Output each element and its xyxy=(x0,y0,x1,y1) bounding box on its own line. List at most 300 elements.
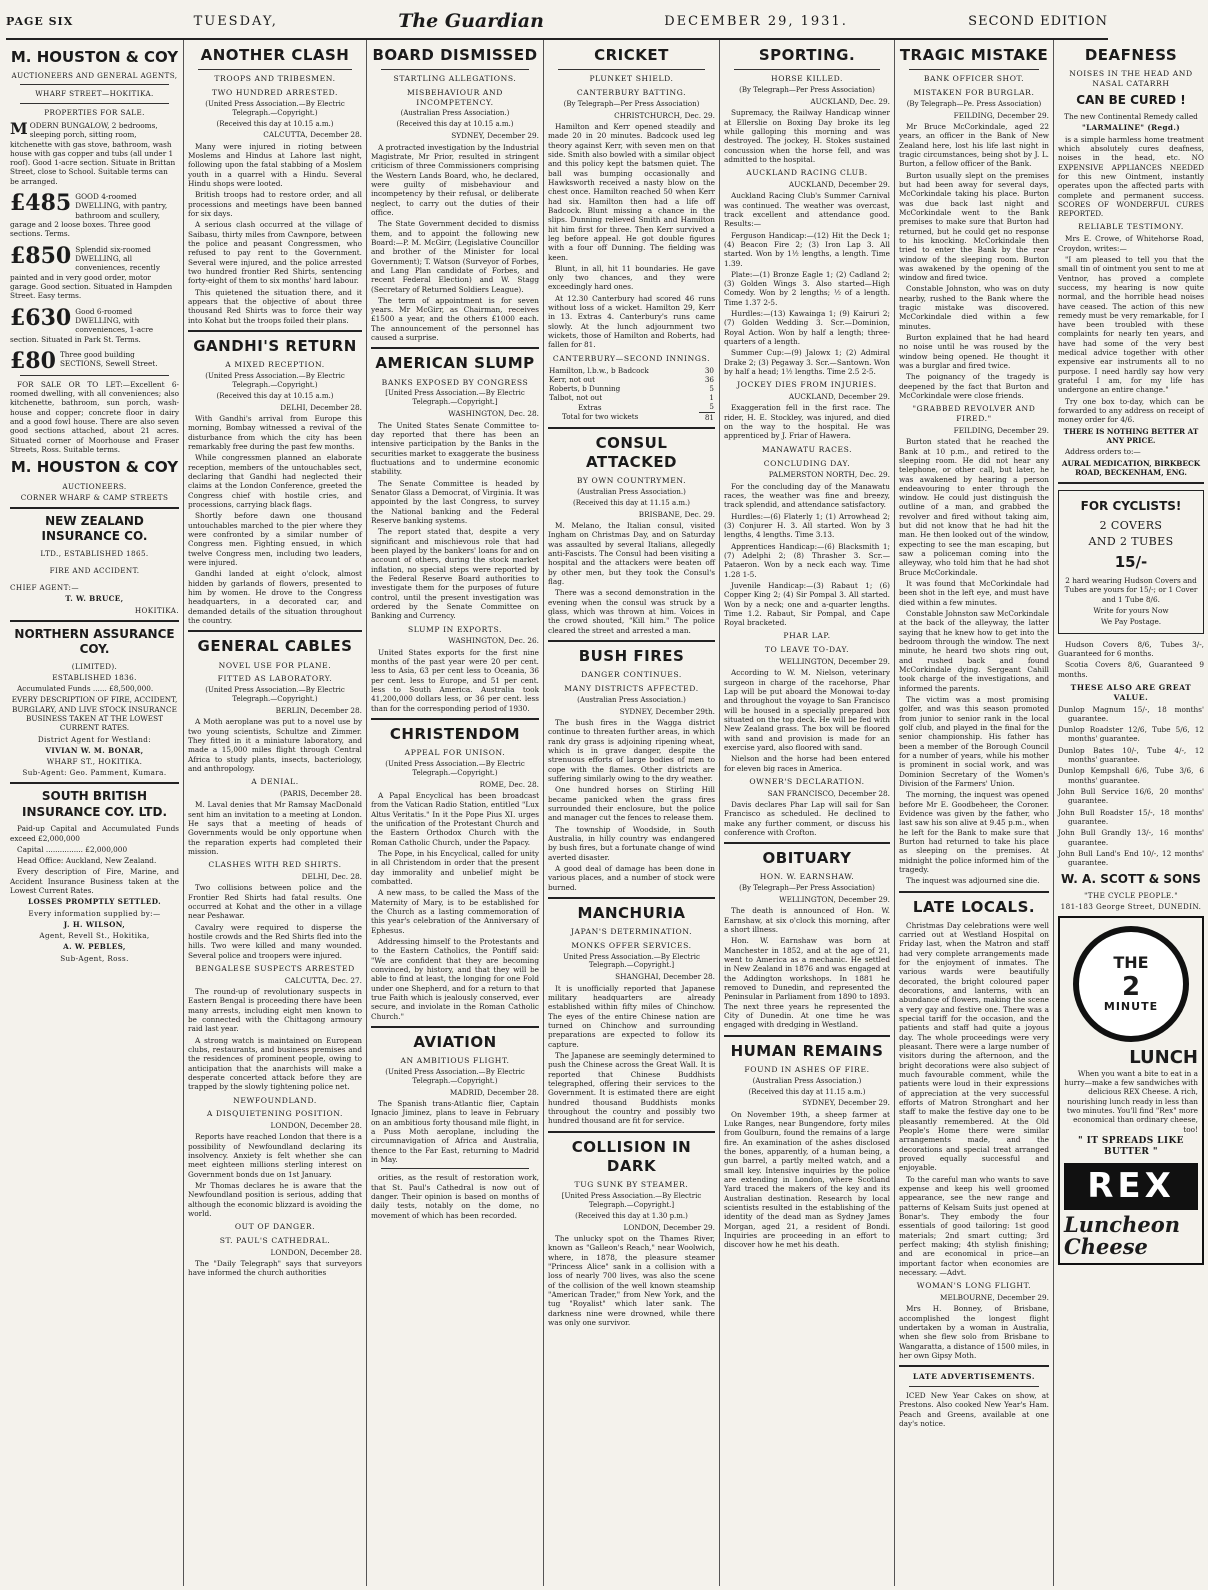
dateline: WASHINGTON, Dec. 26. xyxy=(448,636,539,646)
subhead: BENGALESE SUSPECTS ARRESTED xyxy=(195,963,355,973)
subhead: NOVEL USE FOR PLANE. xyxy=(218,660,332,670)
list-item: John Bull Service 16/6, 20 months' guarantee. xyxy=(1058,787,1204,806)
article-paragraph: According to W. M. Nielson, veterinary surgeon in charge of the racehorse, Phar Lap will be put aboard the Monowai to-day and throughout the voyage to San Francisco will be housed in a specially prepared box situated on the top deck. He will be fed with New Zealand grass. The box will be floored with sand and provision is made for an exercise yard, also floored with sand. xyxy=(724,668,890,752)
wilson-name: J. H. WILSON, xyxy=(63,919,126,929)
spreads-slogan: " IT SPREADS LIKE BUTTER " xyxy=(1078,1135,1184,1158)
clock-the: THE xyxy=(1113,953,1149,973)
dateline: MADRID, December 28. xyxy=(449,1087,539,1097)
runs: 5 xyxy=(709,383,714,393)
list-item: Dunlop Roadster 12/6, Tube 5/6, 12 months' guarantee. xyxy=(1058,725,1204,744)
edition-label: SECOND EDITION xyxy=(968,13,1108,29)
wire-source: [United Press Association.—By Electric Telegraph.—Copyright.] xyxy=(385,389,525,407)
article-paragraph: Reports have reached London that there is a possibility of Newfoundland declaring its insolvency. Anxiety is felt whether she can meet eighteen millions sterling interest on Government bonds due on 1st January. xyxy=(188,1132,362,1179)
wire-source: (United Press Association.—By Electric Telegraph.—Copyright.) xyxy=(385,759,525,777)
received-time: (Received this day at 10.15 a.m.) xyxy=(216,119,334,128)
dateline: DELHI, December 28. xyxy=(280,402,362,412)
info-supplied: Every information supplied by:— xyxy=(28,908,161,918)
dateline: BERLIN, December 28. xyxy=(275,705,362,715)
article-paragraph: The round-up of revolutionary suspects in Eastern Bengal is proceeding there have been many arrests, including eight men known to be connected with the Chittagong armoury raid last year. xyxy=(188,986,362,1034)
table-row xyxy=(548,393,715,402)
dateline: (PARIS, December 28. xyxy=(279,788,362,798)
article-paragraph: The Pope, in his Encyclical, called for unity in all Christendom in order that the present day immorality and unbelief might be combatted. xyxy=(371,848,539,886)
list-item: John Bull Grandly 13/-, 16 months' guarantee. xyxy=(1058,828,1204,847)
total-row xyxy=(548,412,715,422)
article-paragraph: Burton usually slept on the premises but had been away for several days, McCorkindale taking his place. Burton was due back last night and McCorkindale went to the Bank premises to make sure that Burton had returned, but he could get no response to his knocking. McCorkindale then tried to enter the Bank by the rear window of the sleeping room. Burton was awakened by the opening of the window and fired twice. xyxy=(899,170,1049,283)
subhead: A MIXED RECEPTION. xyxy=(225,360,325,370)
article-paragraph: The morning, the inquest was opened before Mr E. Goodbeheer, the Coroner. Evidence was given by the father, who last saw his son alive at 9.45 p.m., when he left for the Bank to make sure that Burton had returned to take his place as sleeping on the premises. At midnight the police informed him of the tragedy. xyxy=(899,790,1049,874)
listing-text: GOOD 4-roomed DWELLING, with pantry, bathroom and scullery, garage and 2 loose boxes. Three good sections. Terms. xyxy=(10,192,168,239)
table-row xyxy=(548,375,715,384)
subhead: BANKS EXPOSED BY CONGRESS xyxy=(381,377,529,387)
wire-source: (United Press Association.—By Electric Telegraph.—Copyright.) xyxy=(205,371,345,389)
dateline: CHRISTCHURCH, Dec. 29. xyxy=(614,110,715,120)
wire-source: (United Press Association.—By Electric Telegraph.—Copyright.) xyxy=(205,685,345,703)
article-paragraph: The Spanish trans-Atlantic flier, Captain Ignacio Jiminez, plans to leave in February on an ambitious forty thousand mile flight, in a Puss Moth aeroplane, including the circumnavigation of Africa and Australia, thence to the Far East, returning to Madrid in May. xyxy=(371,1099,539,1164)
article-paragraph: Two collisions between police and the Frontier Red Shirts had fatal results. One occurred at Kohat and the other in a village near Peshawar. xyxy=(188,883,362,921)
product-name: "LARMALINE" (Regd.) xyxy=(1081,123,1181,133)
received-time: (Received this day at 10.15 a.m.) xyxy=(396,120,514,129)
subhead: NOISES IN THE HEAD AND NASAL CATARRH xyxy=(1069,69,1193,88)
subhead: STARTLING ALLEGATIONS. xyxy=(393,74,517,84)
ad-paragraph: 2 hard wearing Hudson Covers and Tubes are yours for 15/-; or 1 Cover and 1 Tube 8/6. xyxy=(1064,576,1198,604)
article-paragraph: Mrs H. Bonney, of Brisbane, accomplished the longest flight undertaken by a woman in Australia, when she flew solo from Brisbane to Wangaratta, a distance of 1500 miles, in her own Gipsy Moth. xyxy=(899,1304,1049,1360)
dateline: ROME, Dec. 28. xyxy=(479,779,539,789)
northern-funds: Accumulated Funds ...... £8,500,000. xyxy=(17,683,154,693)
nz-insurance-est: LTD., ESTABLISHED 1865. xyxy=(40,548,149,558)
list-item: Dunlop Bates 10/-, Tube 4/-, 12 months' guarantee. xyxy=(1058,745,1204,765)
ad-paragraph: THERE IS NOTHING BETTER AT ANY PRICE. xyxy=(1063,426,1199,446)
column-5-news xyxy=(720,40,895,1586)
sbi-every: Every description of Fire, Marine, and Accident Insurance Business taken at the Lowest Current Rates. xyxy=(10,867,179,896)
subhead: SLUMP IN EXPORTS. xyxy=(407,624,503,634)
wire-source: (Australian Press Association.) xyxy=(752,1076,862,1085)
clock-minute: MINUTE xyxy=(1103,999,1159,1013)
listing-price: £630 xyxy=(10,304,72,331)
article-paragraph: Hamilton and Kerr opened steadily and made 20 in 20 minutes. Badcock used leg theory against Kerr, with seven men on that side. Smith also bowled with a similar object and this policy kept the batsmen quiet. The ball was bumping occasionally and Hawksworth received a nasty blow on the chest once. Hamilton reached 50 when Kerr had six. Hamilton then had a life off Badcock. Blunt missing a chance in the slips. Dunning relieved Smith and Hamilton hit him first for three. Then Kerr survived a leg before appeal. He got double figures with a four off Dunning. The fielding was keen. xyxy=(548,121,715,262)
district-agent-label: District Agent for Westland: xyxy=(37,734,152,744)
dateline: FEILDING, December 29. xyxy=(953,425,1049,435)
cyclists-headline: FOR CYCLISTS! xyxy=(1080,499,1182,514)
houston-firm-name-2: M. HOUSTON & COY xyxy=(10,458,179,477)
article-paragraph: The "Daily Telegraph" says that surveyors have informed the church authorities xyxy=(188,1259,362,1278)
subhead: JAPAN'S DETERMINATION. xyxy=(570,927,693,937)
listing-text: Three good building SECTIONS, Sewell Street. xyxy=(59,350,158,369)
column-1-advertisements xyxy=(6,40,184,1586)
clock-number: 2 xyxy=(1121,971,1141,1002)
northern-title: NORTHERN ASSURANCE COY. xyxy=(14,626,175,657)
headline-sporting: SPORTING. xyxy=(758,46,856,64)
article-paragraph: Plate:—(1) Bronze Eagle 1; (2) Cadland 2; (3) Golden Wings 3. Also started—High Comedy. Won by 2 lengths; ½ of a length. Time 1.37 2-5. xyxy=(724,269,890,307)
headline-manchuria: MANCHURIA xyxy=(577,903,686,922)
article-paragraph: Juvenile Handicap:—(3) Rabaut 1; (6) Copper King 2; (4) Sir Pompal 3. All started. Won by a neck; one and a-quarter lengths. Time 1.2. Rabaut, Sir Pompal, and Cape Royal bracketed. xyxy=(724,580,890,628)
subhead: JOCKEY DIES FROM INJURIES. xyxy=(737,380,877,390)
batsman: Roberts, b Dunning xyxy=(549,383,621,393)
scott-address: 181-183 George Street, DUNEDIN. xyxy=(1060,902,1202,912)
ad-paragraph: Scotia Covers 8/6, Guaranteed 9 months. xyxy=(1058,660,1204,679)
article-paragraph: Hurdles:—(6) Flaterly 1; (1) Arrowhead 2; (3) Conjurer H. 3. All started. Won by 3 lengths, 4 lengths. Time 3.13. xyxy=(724,511,890,540)
can-be-cured: CAN BE CURED ! xyxy=(1076,92,1186,107)
article-paragraph: It is unofficially reported that Japanese military headquarters are already established within fifty miles of Chinchow. The eyes of the entire Chinese nation are turned on Chinchow and surrounding preparations are expected to follow its capture. xyxy=(548,983,715,1049)
article-paragraph: Mr Thomas declares he is aware that the Newfoundland position is serious, adding that although the economic blizzard is avoiding the world. xyxy=(188,1180,362,1218)
agent-town: HOKITIKA. xyxy=(134,605,179,615)
headline-cricket: CRICKET xyxy=(594,46,669,64)
total-runs: 81 xyxy=(699,412,716,422)
received-time: (Received this day at 10.15 a.m.) xyxy=(216,391,334,400)
subhead: APPEAL FOR UNISON. xyxy=(404,748,506,758)
northern-ltd: (LIMITED). xyxy=(71,661,118,671)
subhead: AN AMBITIOUS FLIGHT. xyxy=(400,1056,510,1066)
article-paragraph: One hundred horses on Stirling Hill became panicked when the grass fires surrounded their enclosure, but the police and manager cut the fences to release them. xyxy=(548,785,715,823)
runs: 36 xyxy=(704,374,714,384)
subhead: CANTERBURY—SECOND INNINGS. xyxy=(552,353,711,363)
subhead: MANY DISTRICTS AFFECTED. xyxy=(564,683,699,693)
subhead: AUCKLAND RACING CLUB. xyxy=(746,168,868,178)
headline-collision-in-dark: COLLISION IN DARK xyxy=(571,1137,692,1175)
ad-paragraph: Try one box to-day, which can be forwarded to any address on receipt of money order for 4/6. xyxy=(1058,396,1204,425)
subhead: "GRABBED REVOLVER AND FIRED." xyxy=(912,404,1036,424)
vivian-address: WHARF ST., HOKITIKA. xyxy=(46,757,143,767)
article-paragraph: Nielson and the horse had been entered for eleven big races in America. xyxy=(724,754,890,773)
article-paragraph: The inquest was adjourned sine die. xyxy=(906,876,1040,886)
article-paragraph: The victim was a most promising golfer, and was this season promoted from junior to senior rank in the local golf club, and played in the final for the senior championship. His father has been a member of the Borough Council for a number of years, while his mother is prominent in social work, and was Dominion Secretary of the Women's Division of the Farmers' Union. xyxy=(899,695,1049,788)
dateline: BRISBANE, Dec. 29. xyxy=(638,509,715,519)
article-paragraph: A Papal Encyclical has been broadcast from the Vatican Radio Station, entitled "Lux Altus Veritatis." In it the Pope Pius XI. urges the unification of the Protestant Church and the Eastern Orthodox Church with the Roman Catholic Church, under the Papacy. xyxy=(371,790,539,847)
column-grid xyxy=(6,40,1204,1586)
list-item: John Bull Land's End 10/-, 12 months' guarantee. xyxy=(1058,849,1204,868)
article-paragraph: Auckland Racing Club's Summer Carnival was continued. The weather was overcast, track excellent and attendance good. Results:— xyxy=(724,191,890,229)
article-paragraph: Cavalry were required to disperse the hostile crowds and the Red Shirts fled into the hills. Two were killed and many wounded. Several police and troopers were injured. xyxy=(188,922,362,960)
properties-heading: PROPERTIES FOR SALE. xyxy=(44,107,145,117)
chief-agent-label: CHIEF AGENT:— xyxy=(10,583,79,593)
subhead: DANGER CONTINUES. xyxy=(581,670,682,680)
cyclists-ad xyxy=(1058,490,1204,633)
scorecard-table xyxy=(548,366,715,422)
article-paragraph: Hon. W. Earnshaw was born at Manchester in 1852, and at the age of 21, went to America as a mechanic. He settled in New Zealand in 1876 and was engaged at the Addington workshops. In 1881 he removed to Dunedin, and represented the Peninsular in Parliament from 1890 to 1893. The next three years he represented the City of Dunedin. At one time he was engaged with dredging in Westland. xyxy=(724,936,890,1030)
subhead: MONKS OFFER SERVICES. xyxy=(571,940,692,950)
article-paragraph: It was found that McCorkindale had been shot in the left eye, and must have died within a few minutes. xyxy=(899,579,1049,607)
listing-text: ODERN BUNGALOW, 2 bedrooms, sleeping porch, sitting room, kitchenette with gas stove, bathroom, wash house with gas copper and tubs (all under 1 roof). Good 1-acre section. Situate in Brittan Street, close to School. Suitable terms can be arranged. xyxy=(10,120,176,186)
houston-address: WHARF STREET—HOKITIKA. xyxy=(35,89,154,99)
article-paragraph: Burton explained that he had heard no noise until he was roused by the window being opened. He thought it was a burglar and fired twice. xyxy=(899,333,1049,371)
subhead: WOMAN'S LONG FLIGHT. xyxy=(916,1281,1032,1291)
subhead: A DISQUIETENING POSITION. xyxy=(206,1109,344,1119)
ad-paragraph: Write for yours Now xyxy=(1093,606,1169,616)
received-time: (Received this day at 1.30 p.m.) xyxy=(575,1211,688,1220)
subhead: PHAR LAP. xyxy=(783,631,831,641)
subhead: HORSE KILLED. xyxy=(770,74,844,84)
headline-gandhis-return: GANDHI'S RETURN xyxy=(193,337,357,356)
subhead: BY OWN COUNTRYMEN. xyxy=(576,476,687,486)
subhead: OUT OF DANGER. xyxy=(234,1222,316,1232)
article-paragraph: A protracted investigation by the Industrial Magistrate, Mr Prior, resulted in stringent criticism of three Commissioners comprising the Western Lands Board, who, he declared, were guilty of misbehaviour and incompetency by their refusal, or deliberate neglect, to carry out the duties of their office. xyxy=(371,142,539,217)
subhead: THESE ALSO ARE GREAT VALUE. xyxy=(1070,683,1192,702)
article-paragraph: Summer Cup:—(9) Jalowx 1; (2) Admiral Drake 2; (3) Pegaway 3. Scr.—Santown. Won by half a head; 1½ lengths. Time 2.5 2-5. xyxy=(724,348,890,377)
wire-source: [United Press Association.—By Electric Telegraph.—Copyright.] xyxy=(561,1191,702,1209)
south-british-title: SOUTH BRITISH INSURANCE COY. LTD. xyxy=(21,789,168,819)
subhead: TROOPS AND TRIBESMEN. xyxy=(214,74,336,84)
list-item: Dunlop Kempshall 6/6, Tube 3/6, 6 months' guarantee. xyxy=(1058,766,1204,785)
cyclists-price: 15/- xyxy=(1114,552,1148,571)
table-row xyxy=(548,366,715,375)
column-7-advertisements xyxy=(1054,40,1208,1586)
subhead: CONCLUDING DAY. xyxy=(763,458,851,468)
total-label: Total for two wickets xyxy=(562,412,639,422)
ad-paragraph: Hudson Covers 8/6, Tubes 3/-, Guaranteed for 6 months. xyxy=(1058,639,1204,659)
houston-subtitle-2: AUCTIONEERS. xyxy=(62,481,127,491)
article-paragraph: The report stated that, despite a very significant and mischievous role that had been played by the bankers' loans for and on account of others, during the stock market inflation, no special steps were reported by the Federal Reserve Board authorities to investigate them for the purposes of future control, until the present investigation was ordered by the Senate Committee on Banking and Currency. xyxy=(371,527,539,621)
dateline: SYDNEY, December 29. xyxy=(802,1098,890,1108)
dateline: SYDNEY, December 29. xyxy=(451,131,539,141)
property-listing xyxy=(10,304,179,344)
article-paragraph: Ferguson Handicap:—(12) Hit the Deck 1; (4) Beacon Fire 2; (3) Iron Lap 3. All started. Won by 1½ lengths, a length. Time 1.39. xyxy=(724,230,890,268)
clock-icon xyxy=(1073,926,1189,1042)
scott-tagline: "THE CYCLE PEOPLE." xyxy=(1084,891,1178,901)
wire-source: (Australian Press Association.) xyxy=(400,109,510,118)
wire-source: (By Telegraph—Pe. Press Association) xyxy=(906,99,1042,108)
article-paragraph: Many were injured in rioting between Moslems and Hindus at Lahore last night, following upon the fatal stabbing of a Moslem youth in a quarrel with a Hindu. Several Hindu shops were looted. xyxy=(188,141,362,189)
dateline: CALCUTTA, Dec. 27. xyxy=(284,975,362,985)
article-paragraph: A new mass, to be called the Mass of the Maternity of Mary, is to be established for the Church as a lasting commemoration of this year's celebration of the Anniversary of Ephesus. xyxy=(371,888,539,935)
article-paragraph: A Moth aeroplane was put to a novel use by two young scientists, Schultze and Zimmer. They fitted in it a miniature laboratory, and made a 15,000 miles flight through Central Africa to study plants, insects, bacteriology, and anthropology. xyxy=(188,717,362,773)
wire-source: (By Telegraph—Per Press Association) xyxy=(563,99,700,108)
article-paragraph: United States exports for the first nine months of the past year were 20 per cent. less to Asia, 63 per cent less to Oceania, 36 per cent. less to Europe, and 51 per cent. less to South America. Australia took 41,200,000 dollars less, or 36 per cent. less than for the corresponding period of 1930. xyxy=(371,647,539,713)
batsman: Talbot, not out xyxy=(549,393,603,403)
dateline: AUCKLAND, December 29. xyxy=(788,179,890,189)
ad-paragraph: When you want a bite to eat in a hurry—make a few sandwiches with delicious REX Cheese. A rich, nourishing lunch ready in less than two minutes. You'll find "Rex" more economical than ordinary cheese, too! xyxy=(1064,1068,1198,1134)
subhead: A DENIAL. xyxy=(251,777,299,787)
article-paragraph: With Gandhi's arrival from Europe this morning, Bombay witnessed a revival of the disturbance from which the city has been remarkably free during the past few months. xyxy=(188,414,362,452)
headline-late-locals: LATE LOCALS. xyxy=(912,897,1036,916)
article-paragraph: The Senate Committee is headed by Senator Glass a Democrat, of Virginia. It was appointed by the last Congress, to survey the National banking and the Federal Reserve banking systems. xyxy=(371,478,539,525)
late-ad-text: ICED New Year Cakes on show, at Prestons. Also cooked New Year's Ham. Peach and Greens, available at one day's notice. xyxy=(899,1391,1049,1428)
sbi-office: Head Office: Auckland, New Zealand. xyxy=(17,856,157,866)
listing-price: £850 xyxy=(10,242,72,269)
wire-source: (United Press Association.—By Electric Telegraph.—Copyright.) xyxy=(385,1067,525,1085)
article-paragraph: Addressing himself to the Protestants and to the Eastern Catholics, the Pontiff said: "We are confident that they are becoming convinced, by history, and that they will be able to find at least, the longing for one Fold under one Shepherd, and for a return to that true Faith which is jealously conserved, ever secure, and inviolate in the Roman Catholic Church." xyxy=(371,936,539,1021)
wire-source: (Australian Press Association.) xyxy=(577,487,686,496)
dateline: CALCUTTA, December 28. xyxy=(263,130,362,140)
sale-or-let-text: FOR SALE OR TO LET:—Excellent 6-roomed dwelling, with all conveniences; also kitchenette, bathroom, sun porch, wash-house and copper; concrete floor in dairy and a good fowl house. There are also seven good sections attached, about 21 acres. Situated corner of Moorhouse and Fraser Streets, Ross. Suitable terms. xyxy=(10,379,179,455)
article-paragraph: The Japanese are seemingly determined to push the Chinese across the Great Wall. It is reported that Chinese Buddhists telegraphed, offering their services to the Government. It is estimated there are eight hundred thousand Buddhists monks throughout the country and possibly two hundred thousand are fit for service. xyxy=(548,1051,715,1126)
article-paragraph: The bush fires in the Wagga district continue to threaten further areas, in which rank dry grass is adjoining ripening wheat, which is in grave danger, despite the strenuous efforts of large bodies of men to cope with the flames. Other districts are suffering similarly owing to the dry weather. xyxy=(548,717,715,783)
luncheon-word: Luncheon xyxy=(1064,1212,1180,1238)
headline-christendom: CHRISTENDOM xyxy=(389,724,521,743)
column-3-news xyxy=(367,40,544,1586)
article-paragraph: orities, as the result of restoration work, that St. Paul's Cathedral is now out of danger. Their opinion is based on months of daily tests, notably on the dome, no movement of which has been recorded. xyxy=(371,1173,539,1220)
masthead xyxy=(6,4,1108,40)
remedy-intro: The new Continental Remedy called xyxy=(1064,111,1198,121)
dateline: WELLINGTON, December 29. xyxy=(779,895,890,905)
subhead: HON. W. EARNSHAW. xyxy=(759,872,855,882)
subhead: MISBEHAVIOUR AND INCOMPETENCY. xyxy=(407,87,503,107)
property-listing xyxy=(10,348,179,375)
listing-price: £485 xyxy=(10,190,72,217)
received-time: (Received this day at 11.15 a.m.) xyxy=(748,1087,866,1096)
sbi-capital-2: Capital ................ £2,000,000 xyxy=(17,844,128,854)
headline-american-slump: AMERICAN SLUMP xyxy=(375,354,535,373)
runs: 5 xyxy=(709,402,714,412)
dateline: WELLINGTON, December 29. xyxy=(779,656,890,666)
ad-paragraph: Address orders to:— xyxy=(1065,447,1141,457)
subhead: TWO HUNDRED ARRESTED. xyxy=(211,87,339,97)
wilson-address: Agent, Revell St., Hokitika, xyxy=(39,931,150,941)
dateline: LONDON, December 28. xyxy=(270,1247,362,1257)
wire-source: (United Press Association.—By Electric Telegraph.—Copyright.) xyxy=(205,99,345,117)
subhead: NEWFOUNDLAND. xyxy=(233,1095,317,1105)
ad-paragraph: Mrs E. Crowe, of Whitehorse Road, Croydon, writes:— xyxy=(1058,234,1204,253)
subhead: TUG SUNK BY STEAMER. xyxy=(574,1180,689,1190)
subhead: MANAWATU RACES. xyxy=(761,444,853,454)
article-paragraph: For the concluding day of the Manawatu races, the weather was fine and breezy, track splendid, and attendance satisfactory. xyxy=(724,481,890,510)
column-6-news xyxy=(895,40,1054,1586)
subhead: FITTED AS LABORATORY. xyxy=(217,674,333,684)
article-paragraph: Mr Bruce McCorkindale, aged 22 years, an officer in the Bank of New Zealand here, lost his life last night in tragic circumstances, being shot by J. L. Burton, a fellow officer of the Bank. xyxy=(899,121,1049,169)
dateline: AUCKLAND, Dec. 29. xyxy=(810,96,890,106)
article-paragraph: British troops had to restore order, and all processions and meetings have been banned for six days. xyxy=(188,190,362,219)
subhead: CANTERBURY BATTING. xyxy=(576,87,687,97)
rex-logo: REX xyxy=(1064,1163,1198,1211)
dateline: PALMERSTON NORTH, Dec. 29. xyxy=(768,470,890,480)
subhead: MISTAKEN FOR BURGLAR. xyxy=(913,87,1035,97)
article-paragraph: The State Government decided to dismiss them, and to appoint the following new Board:—P. M. McGirr, (Legislative Councillor and brother of the Minister for local Government); T. Watson (Surveyor of Forbes, and Lang Plan candidate of Forbes, and recent Federal Election) and W. Stagg (Secretary of Returned Soldiers League). xyxy=(371,219,539,294)
runs: 1 xyxy=(709,393,714,403)
northern-every: EVERY DESCRIPTION OF FIRE, ACCIDENT, BURGLARY, AND LIVE STOCK INSURANCE BUSINESS TAKEN AT THE LOWEST CURRENT RATES. xyxy=(11,695,178,733)
article-paragraph: There was a second demonstration in the evening when the consul was struck by a glass, which was thrown at him. Voices in the crowd shouted, "Kill him." The police cleared the street and arrested a man. xyxy=(548,588,715,635)
article-paragraph: M. Laval denies that Mr Ramsay MacDonald sent him an invitation to a meeting at London. He says that a meeting of heads of Governments would be only opportune when the reparation experts had completed their mission. xyxy=(188,800,362,856)
article-paragraph: M. Melano, the Italian consul, visited Ingham on Christmas Day, and on Saturday was assaulted by several Italians, allegedly anti-Fascists. The Consul had been visiting a hospital and the attackers were beaten off by other men, but they took the Consul's flag. xyxy=(548,521,715,587)
article-paragraph: Shortly before dawn one thousand untouchables marched to the pier where they were confronted by a similar number of Congress men. Fighting ensued, in which twelve Congress men, including two leaders, were injured. xyxy=(188,511,362,568)
headline-obituary: OBITUARY xyxy=(762,849,852,868)
listing-price: £80 xyxy=(10,348,56,375)
headline-consul-attacked: CONSUL ATTACKED xyxy=(585,433,678,471)
nz-insurance-title: NEW ZEALAND INSURANCE CO. xyxy=(41,513,148,544)
subhead: ST. PAUL'S CATHEDRAL. xyxy=(219,1235,331,1245)
headline-tragic-mistake: TRAGIC MISTAKE xyxy=(899,46,1049,64)
headline-human-remains: HUMAN REMAINS xyxy=(730,1041,884,1060)
article-paragraph: A strong watch is maintained on European clubs, restaurants, and business premises and the residences of prominent people, owing to anticipation that the anarchists will make a desperate concerted attack before they are trapped by the slowly tightening police net. xyxy=(188,1035,362,1092)
column-4-news xyxy=(544,40,720,1586)
article-paragraph: Exaggeration fell in the first race. The rider, H. E. Stockley, was injured, and died on the way to the hospital. He was apprenticed by J. Friar of Hawera. xyxy=(724,403,890,441)
dateline: AUCKLAND, December 29. xyxy=(788,392,890,402)
property-listing xyxy=(10,192,179,239)
lunch-word: LUNCH xyxy=(1129,1046,1198,1068)
late-ads-heading: LATE ADVERTISEMENTS. xyxy=(912,1372,1036,1382)
runs: 30 xyxy=(704,365,714,375)
agent-name: T. W. BRUCE, xyxy=(65,594,124,604)
cheese-word: Cheese xyxy=(1064,1234,1148,1260)
deafness-headline: DEAFNESS xyxy=(1084,46,1178,64)
dateline: SHANGHAI, December 28. xyxy=(615,972,715,982)
ad-paragraph: "I am pleased to tell you that the small tin of ointment you sent to me at Ventnor, has proved a complete success, my hearing is now quite normal, and the horrible head noises have ceased. The action of this new remedy must be very remarkable, for I have been troubled with these complaints for nearly ten years, and have had some of the very best medical advice together with other expensive ear instruments all to no purpose. I need hardly say how very grateful I am, for my life has undergone an entire change." xyxy=(1058,254,1204,395)
rex-cheese-ad xyxy=(1058,916,1204,1265)
wire-source: United Press Association.—By Electric Telegraph.—Copyright.] xyxy=(563,952,700,970)
dateline: WASHINGTON, Dec. 28. xyxy=(448,409,539,419)
article-paragraph: Blunt, in all, hit 11 boundaries. He gave only two chances, and they were exceedingly hard ones. xyxy=(548,263,715,292)
masthead-date: DECEMBER 29, 1931. xyxy=(664,13,848,29)
wire-source: (By Telegraph—Per Press Association) xyxy=(739,85,875,94)
subhead: CLASHES WITH RED SHIRTS. xyxy=(208,860,342,870)
article-paragraph: The United States Senate Committee to-day reported that there has been an intensive participation by the Banks in the securities market to exaggerate the business fluctuations and to undermine economic stability. xyxy=(371,420,539,477)
article-paragraph: The unlucky spot on the Thames River, known as "Galleon's Reach," near Woolwich, where, in 1878, the pleasure steamer "Princess Alice" sank in a collision with a loss of nearly 700 lives, was also the scene of the collision of the well known steamship "American Trader," from New York, and the tug "Royalist" which later sank. The darkness nine were drowned, while there was only one survivor. xyxy=(548,1233,715,1327)
northern-est: ESTABLISHED 1836. xyxy=(52,672,137,682)
property-listing xyxy=(10,242,179,301)
losses-settled: LOSSES PROMPTLY SETTLED. xyxy=(27,897,161,907)
paper-title: The Guardian xyxy=(398,10,544,32)
dateline: LONDON, December 29. xyxy=(623,1222,715,1232)
column-2-news xyxy=(184,40,367,1586)
dateline: FEILDING, December 29. xyxy=(953,110,1049,120)
subhead: FOUND IN ASHES OF FIRE. xyxy=(744,1064,870,1074)
article-paragraph: To the careful man who wants to save expense and keep his well groomed appearance, see the new range and patterns of Kelsam Suits just opened at Bonar's. They embody the four essentials of good tailoring: 1st good materials; 2nd smart cutting; 3rd perfect making; 4th stylish finishing; and are economical in price—an important factor when economies are necessary. —Advt. xyxy=(899,1174,1049,1277)
page-number: PAGE SIX xyxy=(6,14,74,28)
drop-cap: M xyxy=(10,118,28,138)
listing-text: Splendid six-roomed DWELLING, all conveniences, recently painted and in very good order, motor garage. Good section. Situated in Hampden Street. Easy terms. xyxy=(10,244,173,301)
scott-firm: W. A. SCOTT & SONS xyxy=(1061,871,1201,886)
article-paragraph: The township of Woodside, in South Australia, in hilly country was endangered by bush fires, but a fortunate change of wind averted disaster. xyxy=(548,824,715,862)
wire-source: (Australian Press Association.) xyxy=(577,695,686,704)
listing-text: Good 6-roomed DWELLING, with conveniences, 1-acre section. Situated in Park St. Terms. xyxy=(10,306,154,344)
peebles-address: Sub-Agent, Ross. xyxy=(60,953,129,963)
received-time: (Received this day at 11.15 a.m.) xyxy=(573,498,690,507)
table-row xyxy=(548,402,715,412)
houston-firm-name: M. HOUSTON & COY xyxy=(10,48,179,66)
list-item: John Bull Roadster 15/-, 18 months' guarantee. xyxy=(1058,807,1204,827)
wire-source: (By Telegraph—Per Press Association) xyxy=(739,884,875,893)
vivian-name: VIVIAN W. M. BONAR, xyxy=(45,745,144,755)
subhead: OWNER'S DECLARATION. xyxy=(749,776,865,786)
sub-agent: Sub-Agent: Geo. Pamment, Kumara. xyxy=(22,768,167,778)
article-paragraph: On November 19th, a sheep farmer at Luke Ranges, near Bungendore, forty miles from Goulburn, found the remains of a large fire. An examination of the ashes disclosed the bones, apparently, of a human being, a gun barrel, a partly melted watch, and a small key. Intensive inquiries by the police are extending in London, where Scotland Yard traced the makers of the key and its Australian destination. Research by local scientists resulted in the establishing of the identity of the dead man as Sydney James Morgan, aged 21, a resident of Bondi. Inquiries are proceeding in an effort to discover how he met his death. xyxy=(724,1109,890,1250)
article-paragraph: Constable Johnston saw McCorkindale at the back of the alleyway, the latter saying that he knew how to get into the bedroom through the window. The next minute, he heard two shots ring out, and rushed back and found McCorkindale dying. Sergeant Cahill took charge of the investigations, and informed the parents. xyxy=(899,609,1049,693)
ad-paragraph: We Pay Postage. xyxy=(1100,617,1162,627)
dateline: SYDNEY, December 29th. xyxy=(619,706,715,716)
article-paragraph: A serious clash occurred at the village of Saibasu, thirty miles from Cawnpore, between the police and peasant Congressmen, who refused to pay rent to the Government. Several were injured, and the police arrested two hundred frontier Red Shirts, sentencing forty-eight of them to six months' hard labour. xyxy=(188,220,362,286)
subhead: BANK OFFICER SHOT. xyxy=(923,74,1025,84)
table-row xyxy=(548,384,715,393)
dateline: DELHI, Dec. 28. xyxy=(301,871,362,881)
houston-address-2: CORNER WHARF & CAMP STREETS xyxy=(20,492,169,502)
headline-aviation: AVIATION xyxy=(413,1032,497,1051)
ad-address: AURAL MEDICATION, BIRKBECK ROAD, BECKENHAM, ENG. xyxy=(1061,458,1201,478)
dateline: LONDON, December 28. xyxy=(270,1120,362,1130)
article-paragraph: Constable Johnston, who was on duty nearby, rushed to the Bank where the tragic mistake was discovered. McCorkindale died within a few minutes. xyxy=(899,284,1049,331)
article-paragraph: Davis declares Phar Lap will sail for San Francisco as scheduled. He declined to make any further comment, or discuss his conference with Crofton. xyxy=(724,799,890,837)
property-listing xyxy=(10,118,179,186)
article-paragraph: The death is announced of Hon. W. Earnshaw, at six o'clock this morning, after a short illness. xyxy=(724,906,890,935)
article-paragraph: This quietened the situation there, and it appears that the objective of about three thousand Red Shirts was to force their way into Kohat but the troops foiled their plans. xyxy=(188,287,362,325)
batsman: Hamilton, l.b.w., b Badcock xyxy=(549,365,649,375)
headline-bush-fires: BUSH FIRES xyxy=(578,647,685,666)
headline-another-clash: ANOTHER CLASH xyxy=(200,46,350,64)
article-paragraph: The term of appointment is for seven years. Mr McGirr, as Chairman, receives £1500 a year, and the others £1000 each. The announcement of the personnel has caused a surprise. xyxy=(371,295,539,343)
tubes-line: AND 2 TUBES xyxy=(1088,534,1174,548)
sbi-capital-1: Paid-up Capital and Accumulated Funds exceed £2,000,000 xyxy=(10,824,179,843)
article-paragraph: Apprentices Handicap:—(6) Blacksmith 1; (7) Adelphi 2; (8) Thrasher 3. Scr.—Pataeron. Won by a neck each way. Time 1.28 1-5. xyxy=(724,541,890,579)
subhead: RELIABLE TESTIMONY. xyxy=(1078,222,1184,232)
article-paragraph: While congressmen planned an elaborate reception, members of the untouchables sect, declaring that Gandhi had neglected their claims at the London Conference, greeted the Congress chief with hostile cries, and processions, carrying black flags. xyxy=(188,453,362,510)
headline-board-dismissed: BOARD DISMISSED xyxy=(372,46,538,64)
list-item: Dunlop Magnum 15/-, 18 months' guarantee. xyxy=(1058,704,1204,723)
article-paragraph: At 12.30 Canterbury had scored 46 runs without loss of a wicket. Hamilton 29, Kerr in 13. Extras 4. Canterbury's runs came slowly. At the lunch adjournment two wickets, those of Hamilton and Roberts, had fallen for 81. xyxy=(548,293,715,350)
article-paragraph: Christmas Day celebrations were well carried out at Westland Hospital on Friday last, when the Matron and staff had very complete arrangements made for the enjoyment of inmates. The various wards were beautifully decorated, the bright coloured paper decorations, and lanterns, with an abundance of flowers, making the scene a very gay and festive one. There was a special tariff for the occasion, and the patients and staff had quite a joyous day. The whole proceedings were very pleasant. There were a large number of visitors during the afternoon, and the bright decorations were also subject of much favourable comment, while the patients were loud in their expressions of appreciation at the very successful efforts of Matron Stronghart and her staff to make the festive day one to be pleasantly remembered. At the Old People's Home there were similar arrangements made, and the decorations and special treat arranged proved equally successful and enjoyable. xyxy=(899,920,1049,1173)
masthead-day: TUESDAY, xyxy=(193,13,278,29)
covers-line: 2 COVERS xyxy=(1099,518,1163,532)
article-paragraph: A good deal of damage has been done in various places, and a number of stock were burned. xyxy=(548,863,715,892)
ad-paragraph: is a simple harmless home treatment which absolutely cures deafness, noises in the head, etc. NO EXPENSIVE APPLIANCES NEEDED for this new Ointment, instantly operates upon the affected parts with complete and permanent success. SCORES OF WONDERFUL CURES REPORTED. xyxy=(1058,134,1204,219)
article-paragraph: Hurdles:—(13) Kawainga 1; (9) Kairuri 2; (7) Golden Wedding 3. Scr.—Dominion, Royal Action. Won by half a length; three-quarters of a length. xyxy=(724,309,890,347)
headline-general-cables: GENERAL CABLES xyxy=(197,637,353,656)
batsman: Kerr, not out xyxy=(549,374,596,384)
